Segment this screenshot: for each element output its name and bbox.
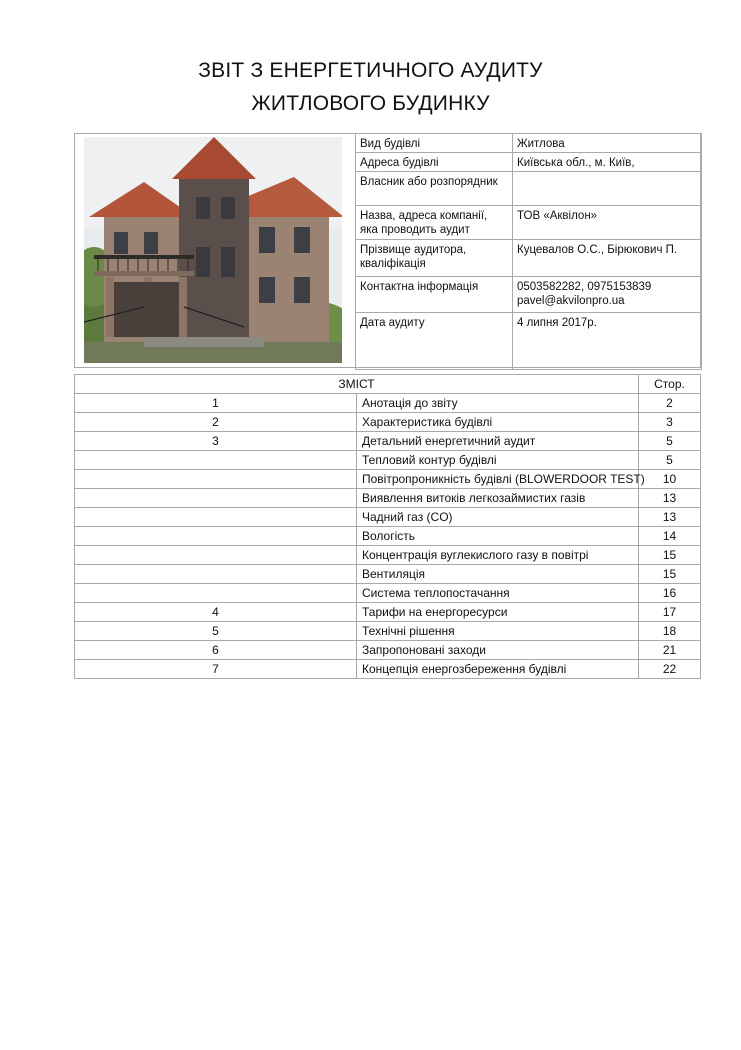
report-title-line2: ЖИТЛОВОГО БУДИНКУ [251, 92, 490, 115]
contents-header: ЗМІСТ [75, 375, 639, 394]
contact-phones: 0503582282, 0975153839 [517, 281, 652, 293]
contents-number: 3 [75, 432, 357, 451]
contents-row [75, 660, 701, 679]
contents-page: 15 [639, 565, 701, 584]
contents-number [75, 508, 357, 527]
contents-page: 17 [639, 603, 701, 622]
contents-page: 5 [639, 451, 701, 470]
contents-title: Чадний газ (CO) [357, 508, 639, 527]
contents-row [75, 489, 701, 508]
contents-number: 2 [75, 413, 357, 432]
building-info-block [74, 133, 701, 368]
info-value: 4 липня 2017р. [513, 313, 702, 370]
contents-title: Тепловий контур будівлі [357, 451, 639, 470]
info-key: Контактна інформація [356, 277, 513, 313]
contents-number [75, 451, 357, 470]
contents-title: Вологість [357, 527, 639, 546]
contents-title: Повітропроникність будівлі (BLOWERDOOR TEST) [357, 470, 639, 489]
contents-number [75, 565, 357, 584]
contents-number: 1 [75, 394, 357, 413]
contents-page: 5 [639, 432, 701, 451]
info-value: Житлова [513, 134, 702, 153]
contents-row [75, 432, 701, 451]
info-key: Дата аудиту [356, 313, 513, 370]
contents-row [75, 622, 701, 641]
info-row [356, 153, 702, 172]
contents-number [75, 527, 357, 546]
contents-page: 18 [639, 622, 701, 641]
info-value [513, 172, 702, 206]
info-value: ТОВ «Аквілон» [513, 206, 702, 240]
contents-row [75, 584, 701, 603]
contents-row [75, 413, 701, 432]
contents-page: 13 [639, 508, 701, 527]
contents-number [75, 584, 357, 603]
contents-number: 4 [75, 603, 357, 622]
contents-number [75, 489, 357, 508]
contents-number [75, 470, 357, 489]
contents-page: 14 [639, 527, 701, 546]
info-key: Назва, адреса компанії, яка проводить аудит [356, 206, 513, 240]
contents-page: 16 [639, 584, 701, 603]
contents-page: 10 [639, 470, 701, 489]
info-row [356, 277, 702, 313]
info-row [356, 134, 702, 153]
contents-page: 3 [639, 413, 701, 432]
info-row [356, 172, 702, 206]
contents-number: 5 [75, 622, 357, 641]
contents-title: Концентрація вуглекислого газу в повітрі [357, 546, 639, 565]
contents-title: Концепція енергозбереження будівлі [357, 660, 639, 679]
contents-row [75, 546, 701, 565]
contents-title: Анотація до звіту [357, 394, 639, 413]
contents-table [74, 374, 701, 679]
contents-row [75, 603, 701, 622]
building-info-table [355, 133, 702, 370]
contents-header-row [75, 375, 701, 394]
contents-title: Технічні рішення [357, 622, 639, 641]
info-value [513, 277, 702, 313]
contents-row [75, 394, 701, 413]
contents-page: 22 [639, 660, 701, 679]
contents-row [75, 508, 701, 527]
contents-row [75, 470, 701, 489]
report-title [0, 54, 741, 120]
contents-number: 6 [75, 641, 357, 660]
contents-row [75, 451, 701, 470]
info-key: Вид будівлі [356, 134, 513, 153]
contents-title: Система теплопостачання [357, 584, 639, 603]
contents-page: 13 [639, 489, 701, 508]
contents-title: Вентиляція [357, 565, 639, 584]
contents-number [75, 546, 357, 565]
contents-page: 15 [639, 546, 701, 565]
contents-title: Детальний енергетичний аудит [357, 432, 639, 451]
info-key: Власник або розпорядник [356, 172, 513, 206]
info-row [356, 313, 702, 370]
info-key: Адреса будівлі [356, 153, 513, 172]
building-photo [84, 137, 342, 363]
contents-title: Запропоновані заходи [357, 641, 639, 660]
contact-email: pavel@akvilonpro.ua [517, 295, 625, 307]
contents-title: Характеристика будівлі [357, 413, 639, 432]
contents-row [75, 527, 701, 546]
report-title-line1: ЗВІТ З ЕНЕРГЕТИЧНОГО АУДИТУ [198, 59, 543, 82]
contents-number: 7 [75, 660, 357, 679]
info-key: Прізвище аудитора, кваліфікація [356, 240, 513, 277]
info-value: Куцевалов О.С., Бірюкович П. [513, 240, 702, 277]
contents-row [75, 565, 701, 584]
contents-title: Тарифи на енергоресурси [357, 603, 639, 622]
info-row [356, 206, 702, 240]
contents-page: 21 [639, 641, 701, 660]
info-value: Київська обл., м. Київ, [513, 153, 702, 172]
info-row [356, 240, 702, 277]
page-column-header: Стор. [639, 375, 701, 394]
contents-row [75, 641, 701, 660]
contents-title: Виявлення витоків легкозаймистих газів [357, 489, 639, 508]
contents-page: 2 [639, 394, 701, 413]
